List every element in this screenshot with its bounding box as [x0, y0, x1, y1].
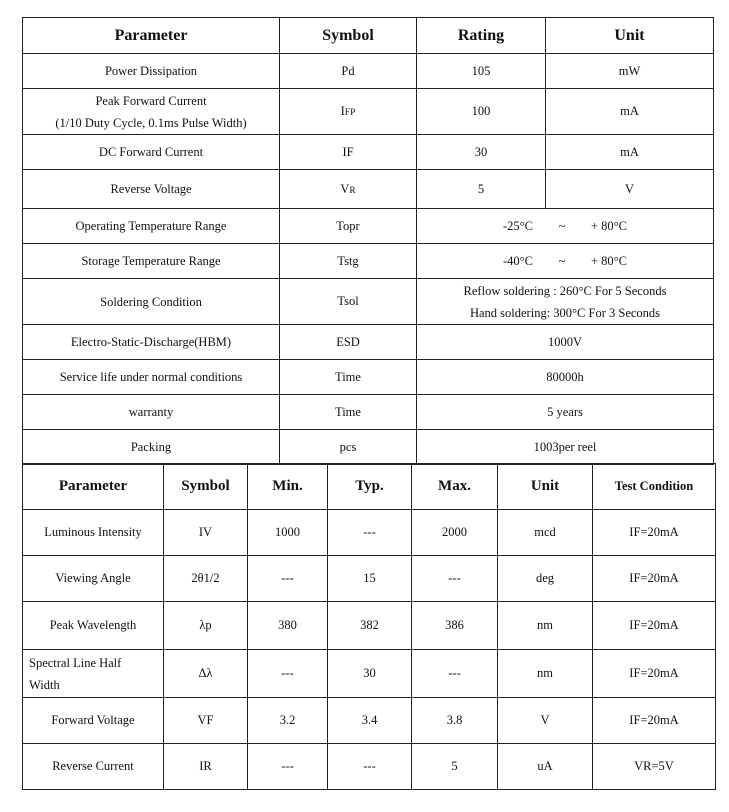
column-header: Typ.: [328, 464, 412, 510]
unit-cell: V: [498, 698, 593, 744]
param-line: Width: [29, 677, 60, 692]
min-cell: ---: [248, 744, 328, 790]
column-header: Parameter: [23, 18, 280, 54]
column-header: Parameter: [23, 464, 164, 510]
param-cell: Packing: [23, 430, 280, 465]
column-header: Unit: [498, 464, 593, 510]
symbol-cell: pcs: [280, 430, 417, 465]
rating-cell: 100: [417, 89, 546, 135]
param-cell: Reverse Voltage: [23, 170, 280, 209]
ratings-table: [22, 17, 714, 465]
symbol-cell: Pd: [280, 54, 417, 89]
symbol-cell: 2θ1/2: [164, 556, 248, 602]
param-cell: Luminous Intensity: [23, 510, 164, 556]
condition-cell: IF=20mA: [593, 650, 716, 698]
min-cell: 1000: [248, 510, 328, 556]
rating-cell: [417, 279, 714, 325]
param-cell: warranty: [23, 395, 280, 430]
param-cell: Soldering Condition: [23, 279, 280, 325]
unit-cell: uA: [498, 744, 593, 790]
typ-cell: ---: [328, 510, 412, 556]
table-row: [23, 360, 714, 395]
symbol-cell: IV: [164, 510, 248, 556]
range-min: -25°C: [502, 218, 533, 233]
rating-range-cell: [417, 209, 714, 244]
rating-cell: 30: [417, 135, 546, 170]
param-line: (1/10 Duty Cycle, 0.1ms Pulse Width): [55, 115, 247, 130]
table-row: [23, 744, 716, 790]
symbol-cell: Δλ: [164, 650, 248, 698]
symbol-cell: VF: [164, 698, 248, 744]
range-separator: ~: [558, 253, 566, 268]
param-line: Peak Forward Current: [95, 93, 207, 108]
unit-cell: deg: [498, 556, 593, 602]
param-line: Spectral Line Half: [29, 655, 122, 670]
symbol-main: V: [340, 181, 350, 196]
symbol-cell: IF: [280, 135, 417, 170]
column-header: Max.: [412, 464, 498, 510]
column-header: Rating: [417, 18, 546, 54]
table-header-row: [23, 464, 716, 510]
table-row: [23, 510, 716, 556]
table-row: [23, 170, 714, 209]
range-max: + 80°C: [590, 218, 627, 233]
max-cell: 2000: [412, 510, 498, 556]
range-max: + 80°C: [590, 253, 627, 268]
table-row: [23, 698, 716, 744]
table-row: [23, 89, 714, 135]
table-row: [23, 135, 714, 170]
param-cell: Power Dissipation: [23, 54, 280, 89]
column-header: Test Condition: [593, 464, 716, 510]
characteristics-table: [22, 463, 716, 790]
rating-cell: 1000V: [417, 325, 714, 360]
max-cell: 5: [412, 744, 498, 790]
symbol-cell: Topr: [280, 209, 417, 244]
table-row: [23, 650, 716, 698]
condition-cell: IF=20mA: [593, 698, 716, 744]
max-cell: 3.8: [412, 698, 498, 744]
param-cell: Operating Temperature Range: [23, 209, 280, 244]
max-cell: ---: [412, 650, 498, 698]
symbol-subscript: FP: [344, 108, 356, 118]
min-cell: ---: [248, 650, 328, 698]
unit-cell: mW: [546, 54, 714, 89]
range-separator: ~: [558, 218, 566, 233]
unit-cell: mA: [546, 135, 714, 170]
unit-cell: mcd: [498, 510, 593, 556]
table-row: [23, 395, 714, 430]
param-cell: Reverse Current: [23, 744, 164, 790]
typ-cell: 382: [328, 602, 412, 650]
max-cell: 386: [412, 602, 498, 650]
unit-cell: V: [546, 170, 714, 209]
param-cell: DC Forward Current: [23, 135, 280, 170]
table-row: [23, 279, 714, 325]
table-row: [23, 602, 716, 650]
rating-cell: 1003per reel: [417, 430, 714, 465]
unit-cell: nm: [498, 650, 593, 698]
symbol-cell: [280, 89, 417, 135]
min-cell: ---: [248, 556, 328, 602]
max-cell: ---: [412, 556, 498, 602]
symbol-cell: Tstg: [280, 244, 417, 279]
symbol-cell: λp: [164, 602, 248, 650]
rating-line: Hand soldering: 300°C For 3 Seconds: [469, 305, 661, 320]
condition-cell: IF=20mA: [593, 510, 716, 556]
table-row: [23, 244, 714, 279]
symbol-main: I: [340, 104, 345, 118]
table-row: [23, 325, 714, 360]
typ-cell: 15: [328, 556, 412, 602]
symbol-cell: ESD: [280, 325, 417, 360]
typ-cell: 30: [328, 650, 412, 698]
unit-cell: nm: [498, 602, 593, 650]
table-row: [23, 54, 714, 89]
rating-line: Reflow soldering : 260°C For 5 Seconds: [463, 283, 667, 298]
rating-range-cell: [417, 244, 714, 279]
condition-cell: IF=20mA: [593, 556, 716, 602]
param-cell: Peak Wavelength: [23, 602, 164, 650]
range-min: -40°C: [502, 253, 533, 268]
symbol-subscript: R: [349, 185, 356, 196]
param-cell: Storage Temperature Range: [23, 244, 280, 279]
symbol-cell: IR: [164, 744, 248, 790]
typ-cell: ---: [328, 744, 412, 790]
condition-cell: VR=5V: [593, 744, 716, 790]
column-header: Symbol: [164, 464, 248, 510]
table-row: [23, 556, 716, 602]
rating-cell: 5: [417, 170, 546, 209]
condition-cell: IF=20mA: [593, 602, 716, 650]
param-cell: Viewing Angle: [23, 556, 164, 602]
table-row: [23, 209, 714, 244]
typ-cell: 3.4: [328, 698, 412, 744]
column-header: Symbol: [280, 18, 417, 54]
rating-cell: 80000h: [417, 360, 714, 395]
symbol-cell: [280, 170, 417, 209]
symbol-cell: Tsol: [280, 279, 417, 325]
symbol-cell: Time: [280, 360, 417, 395]
rating-cell: 105: [417, 54, 546, 89]
unit-cell: mA: [546, 89, 714, 135]
min-cell: 3.2: [248, 698, 328, 744]
symbol-cell: Time: [280, 395, 417, 430]
column-header: Min.: [248, 464, 328, 510]
table-row: [23, 430, 714, 465]
min-cell: 380: [248, 602, 328, 650]
param-cell: [23, 89, 280, 135]
param-cell: Service life under normal conditions: [23, 360, 280, 395]
table-header-row: [23, 18, 714, 54]
param-cell: Forward Voltage: [23, 698, 164, 744]
param-cell: Electro-Static-Discharge(HBM): [23, 325, 280, 360]
rating-cell: 5 years: [417, 395, 714, 430]
param-cell: [23, 650, 164, 698]
column-header: Unit: [546, 18, 714, 54]
